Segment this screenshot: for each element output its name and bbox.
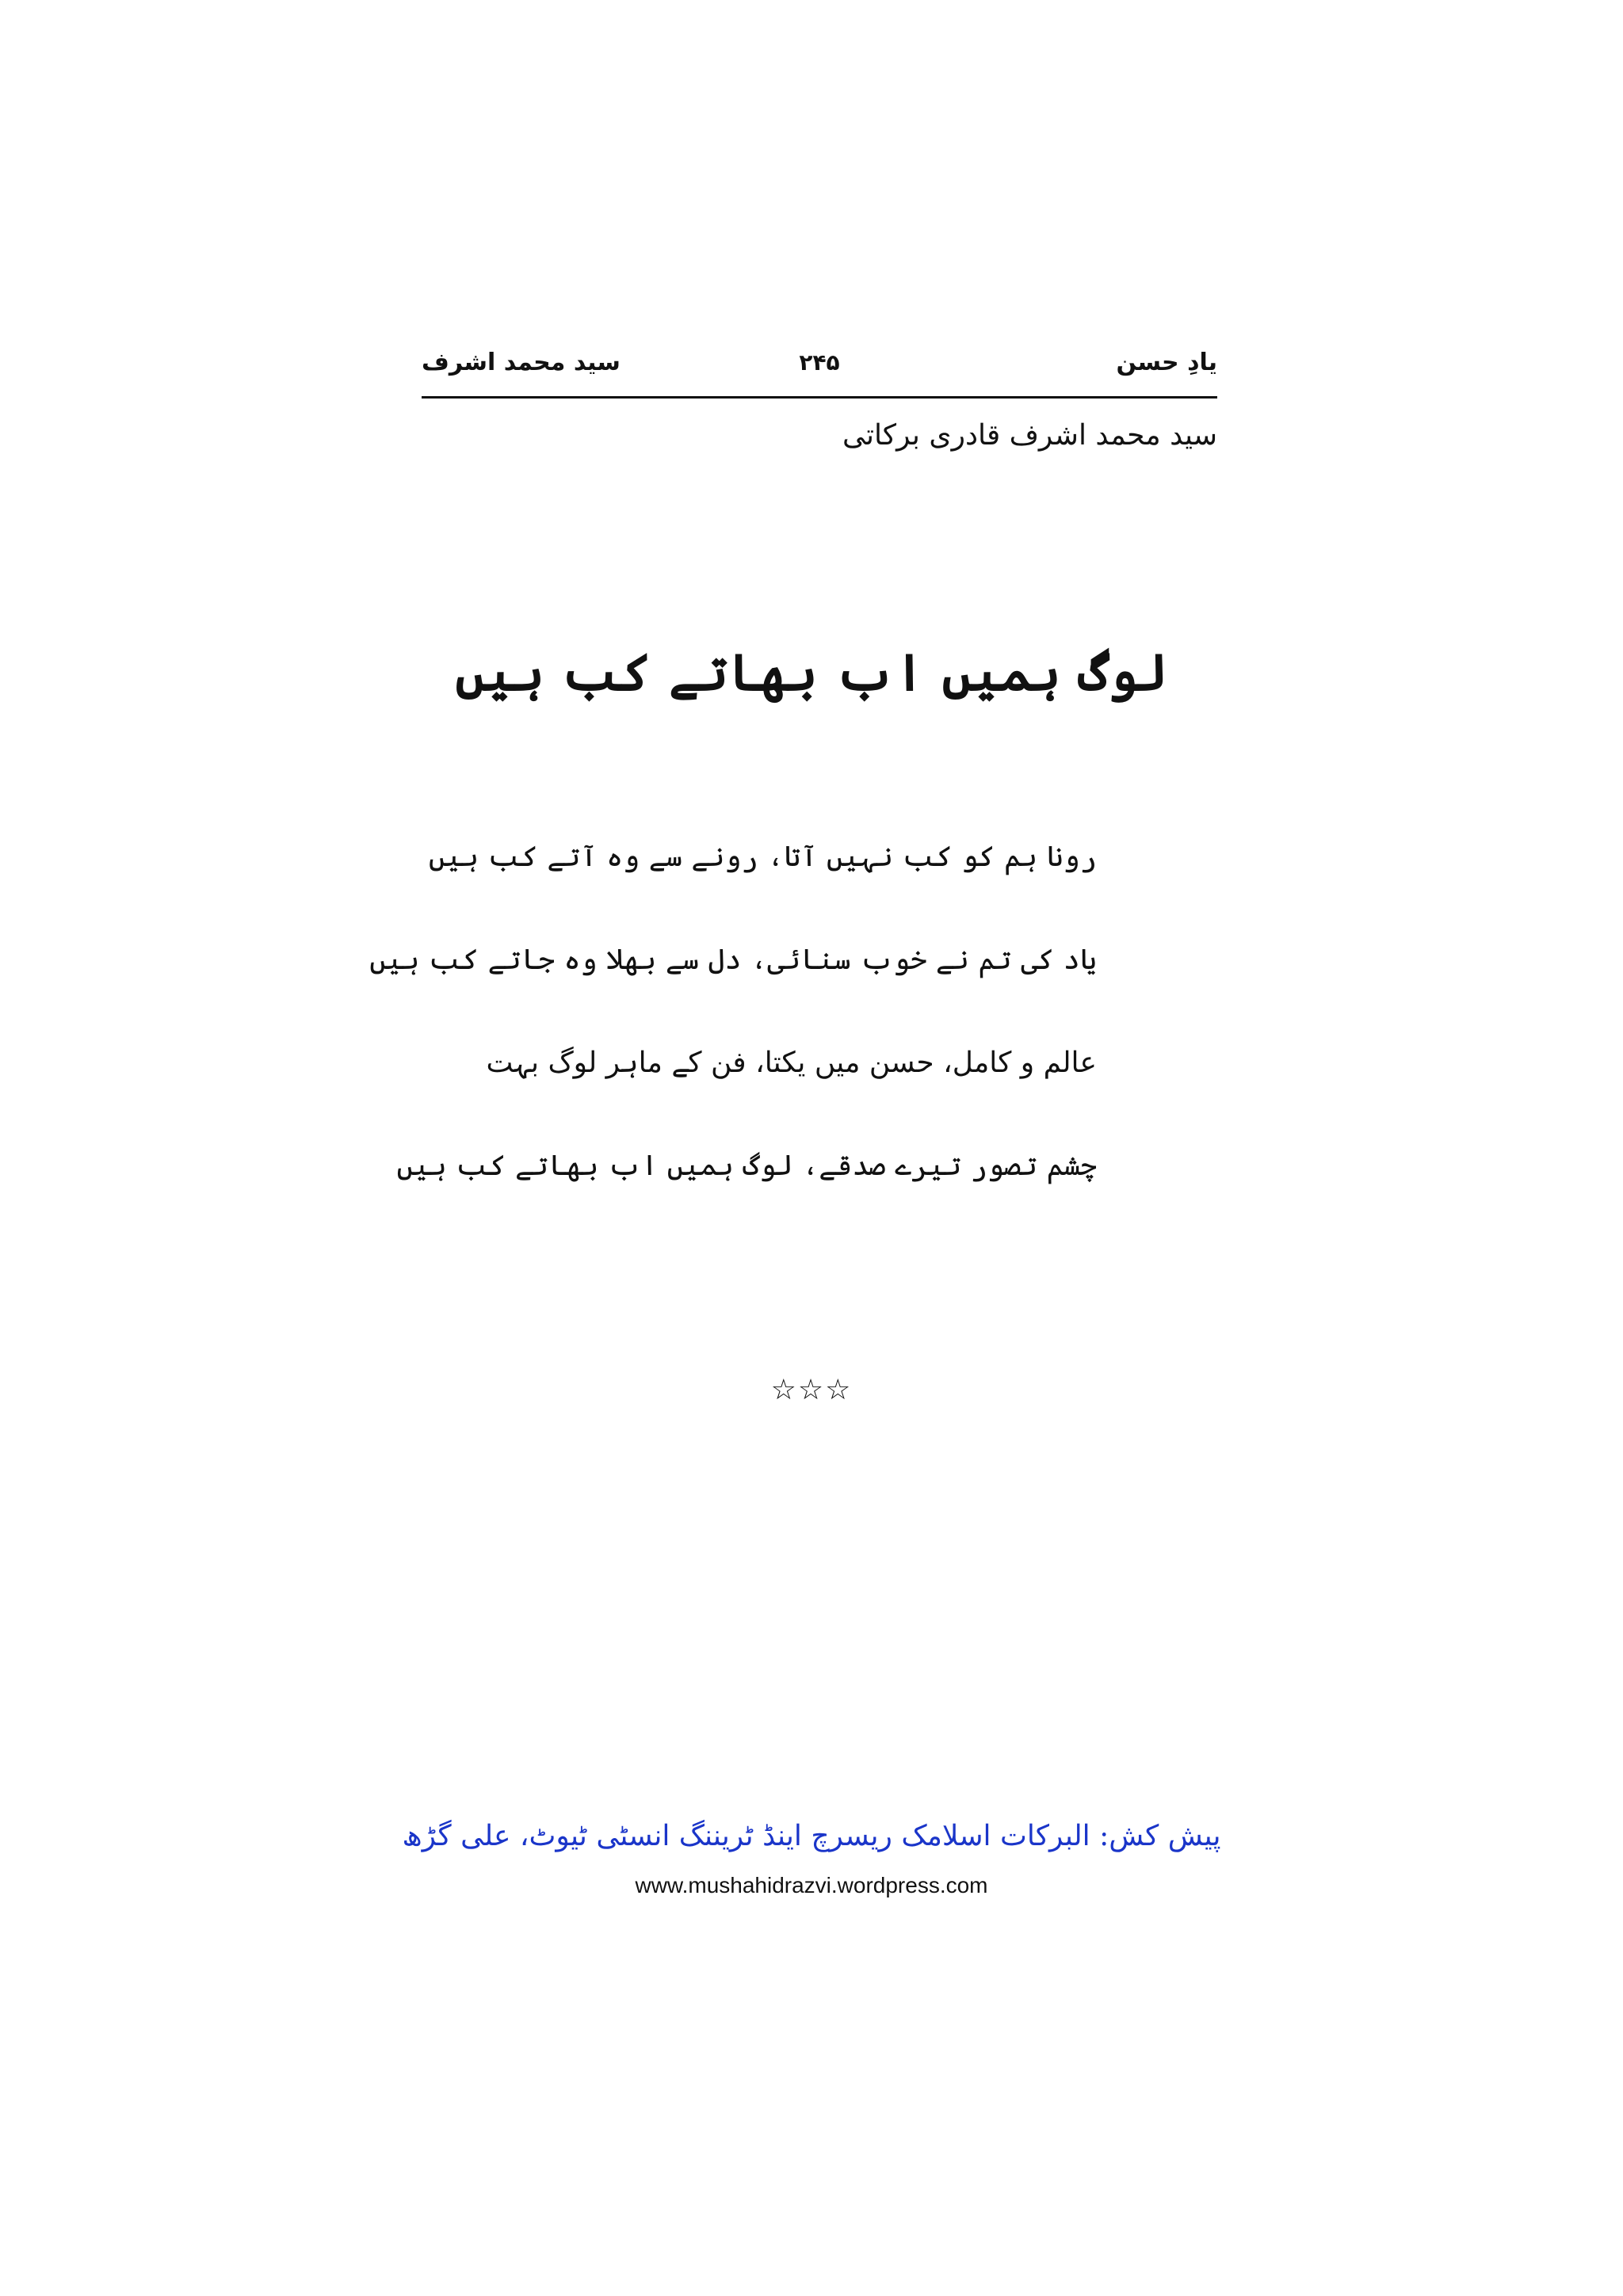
header-author: سید محمد اشرف <box>422 349 621 376</box>
running-header <box>422 342 1217 393</box>
presented-by-line: پیش کش: البرکات اسلامک ریسرچ اینڈ ٹریننگ انسٹی ٹیوٹ، علی گڑھ <box>402 1820 1221 1852</box>
byline: سید محمد اشرف قادری برکاتی <box>842 419 1217 452</box>
page-number: ۲۴۵ <box>799 349 840 376</box>
verse-line: یاد کی تم نے خوب سنائی، دل سے بھلا وہ جاتے کب ہیں <box>369 944 1097 976</box>
verse-line: چشم تصور تیرے صدقے، لوگ ہمیں اب بھاتے کب ہیں <box>396 1150 1097 1182</box>
book-title: یادِ حسن <box>1116 349 1217 376</box>
verse-line: رونا ہم کو کب نہیں آتا، رونے سے وہ آتے کب ہیں <box>428 841 1097 873</box>
website-url[interactable]: www.mushahidrazvi.wordpress.com <box>635 1873 988 1897</box>
star-separator: ☆☆☆ <box>770 1374 853 1406</box>
poem-title: لوگ ہمیں اب بھاتے کب ہیں <box>455 643 1168 703</box>
header-rule <box>422 396 1217 399</box>
poem-body <box>369 836 1097 1248</box>
verse-line: عالم و کامل، حسن میں یکتا، فن کے ماہر لوگ بہت <box>486 1047 1097 1079</box>
